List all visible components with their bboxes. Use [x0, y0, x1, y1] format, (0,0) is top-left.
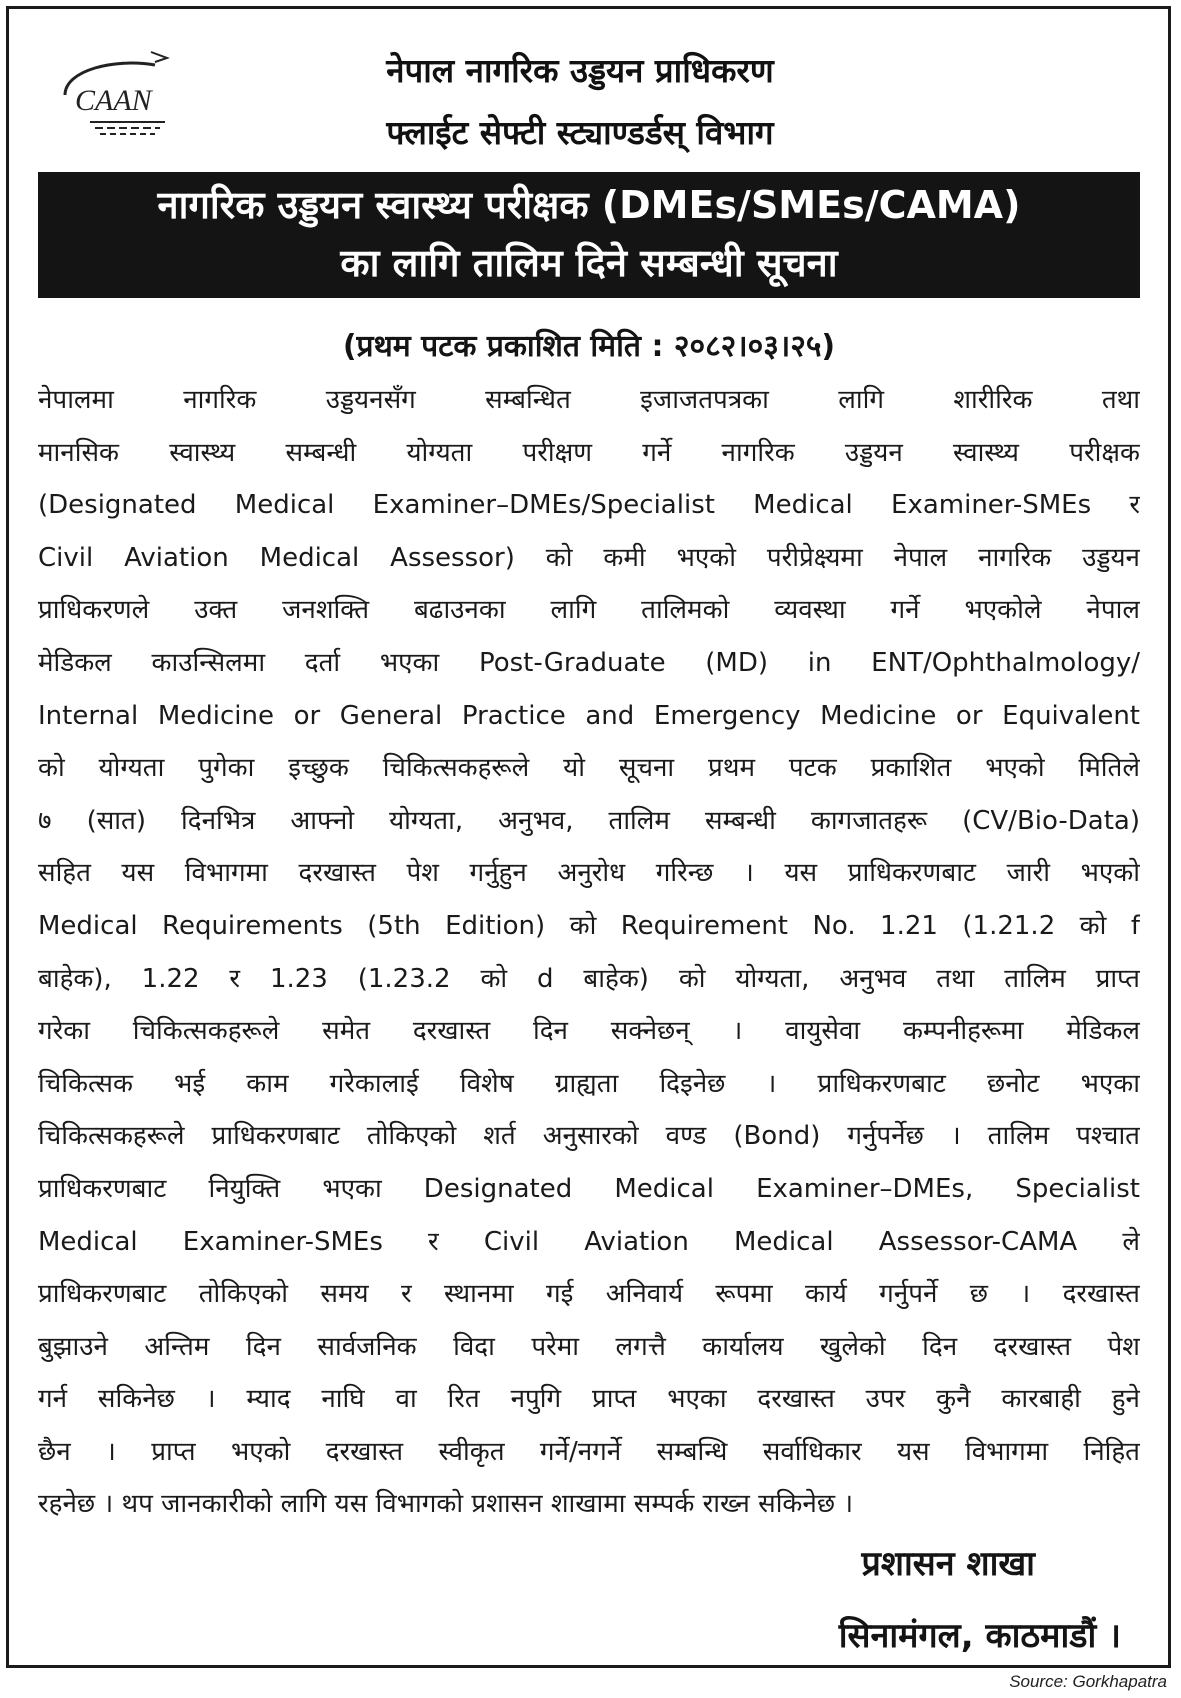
body-line: मेडिकल काउन्सिलमा दर्ता भएका Post-Graduate (MD) in ENT/Ophthalmology/ [38, 647, 1140, 678]
notice-title-line1: नागरिक उड्डयन स्वास्थ्य परीक्षक (DMEs/SMEs/CAMA) [157, 183, 1021, 227]
body-line: प्राधिकरणले उक्त जनशक्ति बढाउनका लागि तालिमको व्यवस्था गर्ने भएकोले नेपाल [38, 595, 1140, 626]
body-line: (Designated Medical Examiner–DMEs/Specialist Medical Examiner-SMEs र [38, 490, 1140, 521]
body-line: ७ (सात) दिनभित्र आफ्नो योग्यता, अनुभव, तालिम सम्बन्धी कागजातहरू (CV/Bio-Data) [38, 805, 1140, 836]
body-line: Medical Requirements (5th Edition) को Requirement No. 1.21 (1.21.2 को f [38, 910, 1140, 941]
notice-body [38, 374, 1140, 1532]
body-line: मानसिक स्वास्थ्य सम्बन्धी योग्यता परीक्षण गर्ने नागरिक उड्डयन स्वास्थ्य परीक्षक [38, 437, 1140, 468]
signature-block [701, 1528, 1121, 1672]
body-line: प्राधिकरणबाट तोकिएको समय र स्थानमा गई अनिवार्य रूपमा कार्य गर्नुपर्ने छ । दरखास्त [38, 1279, 1140, 1310]
airplane-logo-icon [55, 40, 180, 140]
body-line: चिकित्सकहरूले प्राधिकरणबाट तोकिएको शर्त अनुसारको वण्ड (Bond) गर्नुपर्नेछ । तालिम पश्चात [38, 1121, 1140, 1152]
signature-branch: प्रशासन शाखा [861, 1544, 1035, 1584]
signature-location: सिनामंगल, काठमाडौं । [838, 1616, 1121, 1656]
org-name: नेपाल नागरिक उड्डयन प्राधिकरण [386, 51, 774, 90]
body-line: गरेका चिकित्सकहरूले समेत दरखास्त दिन सक्नेछन् । वायुसेवा कम्पनीहरूमा मेडिकल [38, 1016, 1140, 1047]
body-line: नेपालमा नागरिक उड्डयनसँग सम्बन्धित इजाजतपत्रका लागि शारीरिक तथा [38, 385, 1140, 415]
body-line: बुझाउने अन्तिम दिन सार्वजनिक विदा परेमा लगत्तै कार्यालय खुलेको दिन दरखास्त पेश [38, 1331, 1140, 1362]
body-line: चिकित्सक भई काम गरेकालाई विशेष ग्राह्यता दिइनेछ । प्राधिकरणबाट छनोट भएका [38, 1068, 1140, 1099]
body-line: को योग्यता पुगेका इच्छुक चिकित्सकहरूले यो सूचना प्रथम पटक प्रकाशित भएको मितिले [38, 753, 1140, 784]
body-line: छैन । प्राप्त भएको दरखास्त स्वीकृत गर्ने/नगर्ने सम्बन्धि सर्वाधिकार यस विभागमा निहित [38, 1436, 1140, 1467]
caan-logo [55, 40, 180, 140]
body-line: Internal Medicine or General Practice and Emergency Medicine or Equivalent [38, 700, 1140, 731]
body-line: Medical Examiner-SMEs र Civil Aviation Medical Assessor-CAMA ले [38, 1226, 1140, 1257]
body-line: Civil Aviation Medical Assessor) को कमी भएको परीप्रेक्ष्यमा नेपाल नागरिक उड्डयन [38, 542, 1140, 573]
body-line: बाहेक), 1.22 र 1.23 (1.23.2 को d बाहेक) को योग्यता, अनुभव तथा तालिम प्राप्त [38, 963, 1140, 994]
publication-date: (प्रथम पटक प्रकाशित मिति : २०८२।०३।२५) [342, 329, 836, 364]
body-line: सहित यस विभागमा दरखास्त पेश गर्नुहुन अनुरोध गरिन्छ । यस प्राधिकरणबाट जारी भएको [38, 858, 1140, 889]
department-name: फ्लाईट सेफ्टी स्ट्याण्डर्डस् विभाग [386, 113, 774, 152]
body-line: प्राधिकरणबाट नियुक्ति भएका Designated Medical Examiner–DMEs, Specialist [38, 1173, 1140, 1204]
organization-header [300, 40, 860, 164]
notice-title-banner [38, 172, 1140, 298]
body-line: गर्न सकिनेछ । म्याद नाघि वा रित नपुगि प्राप्त भएका दरखास्त उपर कुनै कारबाही हुने [38, 1384, 1140, 1415]
body-line: रहनेछ । थप जानकारीको लागि यस विभागको प्रशासन शाखामा सम्पर्क राख्न सकिनेछ । [38, 1489, 854, 1520]
notice-title-line2: का लागि तालिम दिने सम्बन्धी सूचना [340, 241, 838, 285]
source-credit: Source: Gorkhapatra [1009, 1672, 1167, 1691]
logo-text: CAAN [75, 84, 152, 117]
